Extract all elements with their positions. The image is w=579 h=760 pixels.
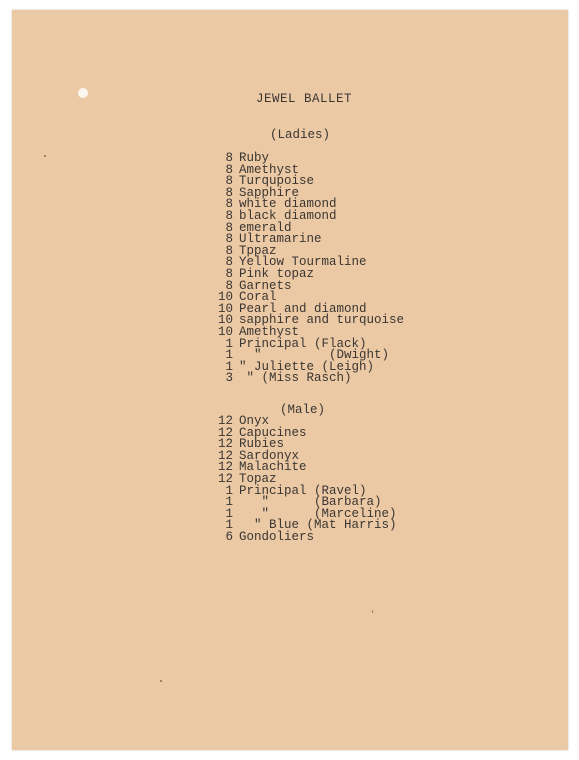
item-quantity: 8 (225, 278, 233, 293)
item-quantity: 10 (217, 325, 233, 339)
item-quantity: 8 (225, 151, 233, 165)
item-quantity: 8 (225, 267, 233, 281)
item-quantity: 6 (225, 530, 233, 544)
item-name: white diamond (239, 197, 337, 212)
item-name: Gondoliers (239, 530, 315, 544)
item-quantity: 10 (217, 313, 233, 328)
item-quantity: 8 (225, 174, 233, 189)
item-quantity: 1 (225, 359, 233, 374)
item-name: Malachite (239, 460, 307, 475)
ladies-heading: (Ladies) (270, 128, 331, 142)
item-name: Yellow Tourmaline (239, 255, 367, 270)
item-name: Principal (Flack) (239, 336, 367, 351)
item-name: Ruby (239, 151, 270, 165)
item-name: " Blue (Mat Harris) (239, 518, 397, 533)
item-name: Amethyst (239, 325, 300, 339)
item-quantity: 12 (217, 414, 233, 428)
item-quantity: 1 (225, 518, 233, 533)
item-quantity: 12 (217, 472, 233, 486)
paper-speck (160, 680, 162, 682)
item-quantity: 8 (225, 243, 233, 258)
item-name: Sapphire (239, 185, 300, 200)
item-name: " (Dwight) (239, 348, 390, 363)
item-name: Turqupoise (239, 174, 315, 189)
item-name: " (Miss Rasch) (239, 371, 352, 386)
item-name: Garnets (239, 278, 292, 293)
item-quantity: 8 (225, 162, 233, 177)
item-name: Capucines (239, 425, 307, 440)
item-name: Onyx (239, 414, 270, 428)
item-name: " Juliette (Leigh) (239, 359, 375, 374)
item-quantity: 8 (225, 232, 233, 247)
item-quantity: 8 (225, 197, 233, 212)
item-quantity: 12 (217, 448, 233, 463)
item-name: Rubies (239, 437, 285, 452)
item-quantity: 10 (217, 301, 233, 316)
item-name: Principal (Ravel) (239, 483, 367, 498)
item-name: emerald (239, 220, 292, 235)
item-quantity: 8 (225, 255, 233, 270)
item-name: Ultramarine (239, 232, 322, 247)
item-name: Pearl and diamond (239, 301, 367, 316)
punch-hole (78, 88, 88, 98)
item-name: sapphire and turquoise (239, 313, 405, 328)
item-quantity: 1 (225, 336, 233, 351)
item-quantity: 12 (217, 425, 233, 440)
item-quantity: 1 (225, 506, 233, 521)
item-name: " (Barbara) (239, 495, 382, 510)
item-name: Coral (239, 290, 277, 305)
item-quantity: 12 (217, 437, 233, 452)
item-quantity: 8 (225, 220, 233, 235)
item-name: Tppaz (239, 243, 277, 258)
item-quantity: 12 (217, 460, 233, 475)
item-quantity: 10 (217, 290, 233, 305)
typed-sheet (12, 10, 568, 750)
document-title: JEWEL BALLET (256, 92, 353, 106)
item-quantity: 8 (225, 209, 233, 223)
item-quantity: 1 (225, 348, 233, 363)
item-quantity: 3 (225, 371, 233, 386)
item-quantity: 8 (225, 185, 233, 200)
paper-speck (44, 155, 46, 157)
item-name: Topaz (239, 472, 277, 486)
item-name: Amethyst (239, 162, 300, 177)
paper-speck (372, 610, 373, 613)
item-name: " (Marceline) (239, 506, 397, 521)
item-name: Sardonyx (239, 448, 300, 463)
item-quantity: 1 (225, 483, 233, 498)
item-name: black diamond (239, 209, 337, 223)
item-quantity: 1 (225, 495, 233, 510)
male-heading: (Male) (280, 403, 326, 417)
item-name: Pink topaz (239, 267, 315, 281)
